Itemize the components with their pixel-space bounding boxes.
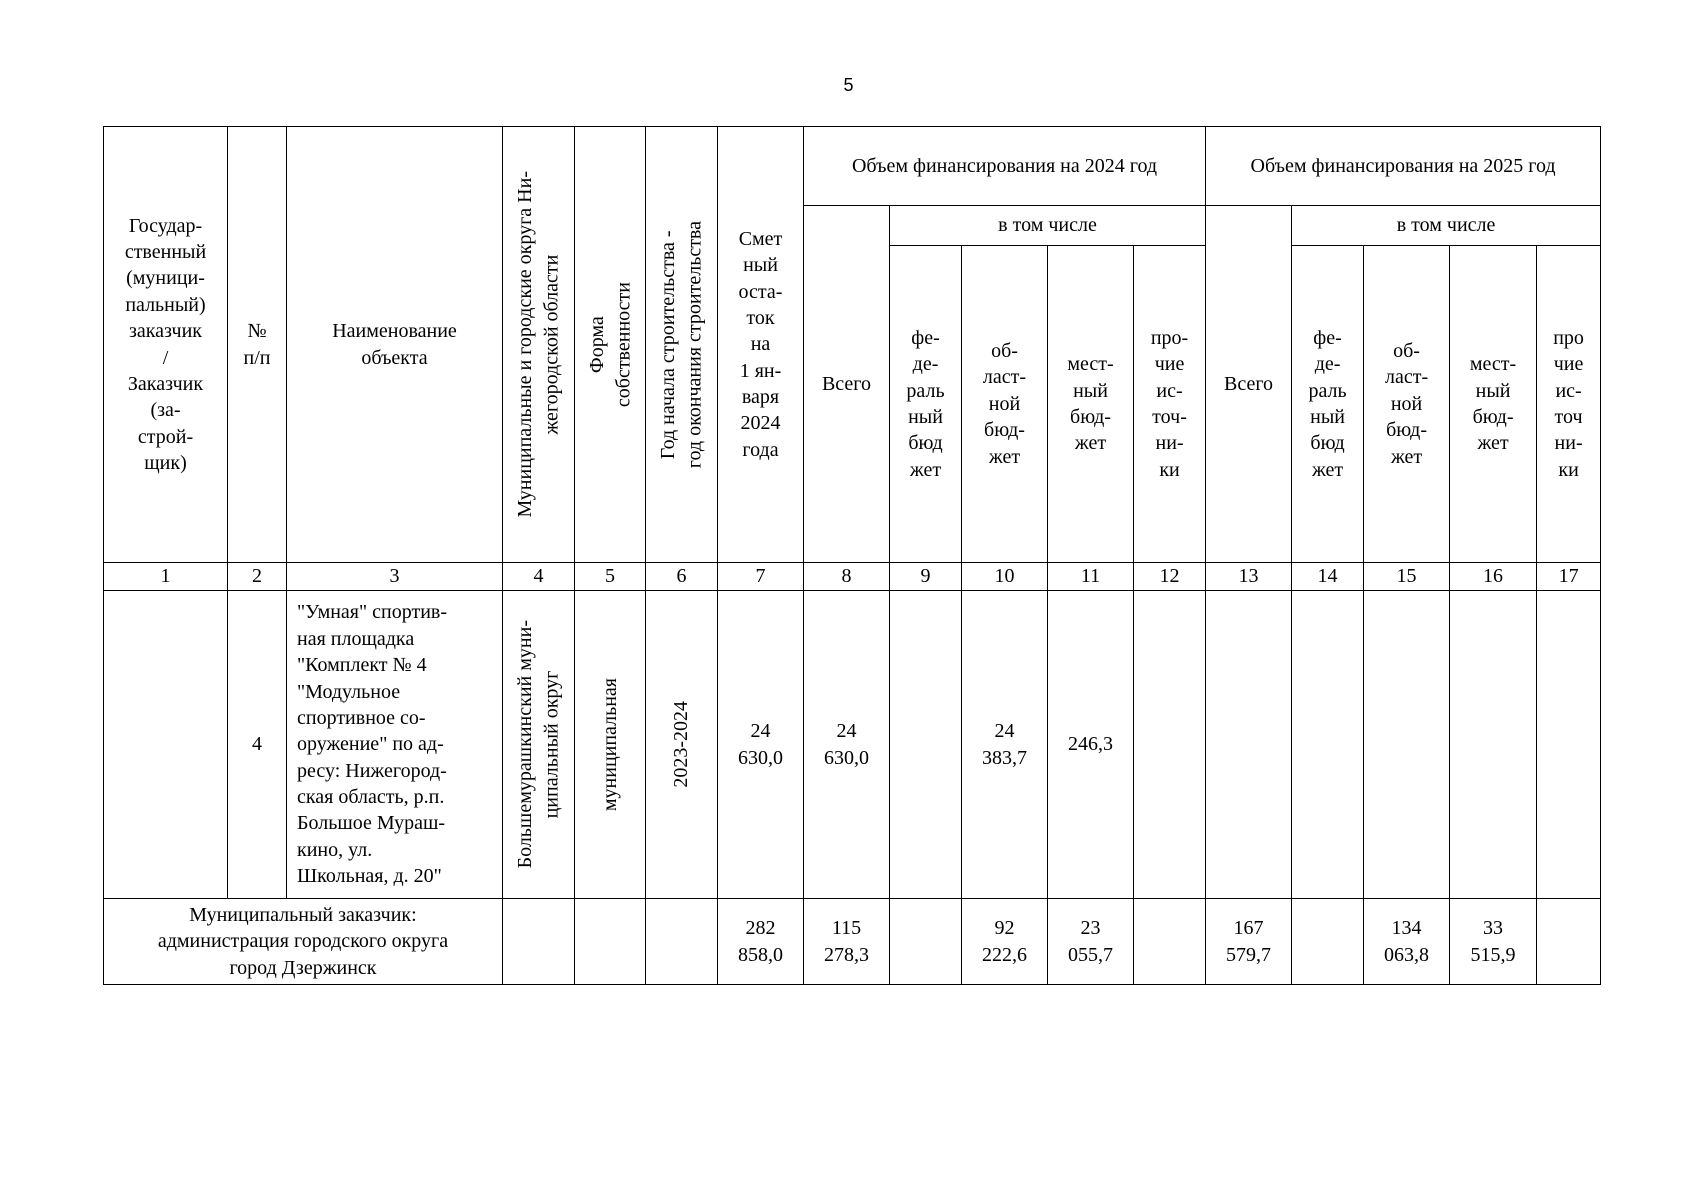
summary-local-2025: 33 515,9 — [1450, 899, 1537, 985]
summary-federal-2024 — [890, 899, 962, 985]
header-other-2024: про- чие ис- точ- ни- ки — [1134, 246, 1206, 563]
summary-other-2024 — [1134, 899, 1206, 985]
column-number: 1 — [104, 563, 228, 591]
column-number-row — [104, 563, 1601, 591]
object-name-line: Школьная, д. 20" — [297, 865, 442, 888]
header-municipality: Муниципальные и городские округа Ни- жегородской области — [503, 127, 575, 563]
object-name-line: ресу: Нижегород- — [297, 759, 447, 782]
construction-financing-table — [103, 126, 1601, 985]
summary-other-2025 — [1537, 899, 1601, 985]
row-other-2025 — [1537, 591, 1601, 899]
table-row — [104, 591, 1601, 899]
header-construction-years: Год начала строительства - год окончания строительства — [646, 127, 718, 563]
row-regional-2025 — [1364, 591, 1450, 899]
column-number: 17 — [1537, 563, 1601, 591]
object-name-line: "Умная" спортив- — [297, 601, 448, 624]
row-local-2025 — [1450, 591, 1537, 899]
summary-regional-2025: 134 063,8 — [1364, 899, 1450, 985]
header-total-2025: Всего — [1206, 206, 1292, 563]
column-number: 11 — [1048, 563, 1134, 591]
column-number: 2 — [228, 563, 287, 591]
column-number: 7 — [718, 563, 804, 591]
column-number: 12 — [1134, 563, 1206, 591]
column-number: 4 — [503, 563, 575, 591]
header-federal-2024: фе- де- раль ный бюд жет — [890, 246, 962, 563]
summary-estimate-balance: 282 858,0 — [718, 899, 804, 985]
column-number: 3 — [287, 563, 503, 591]
row-total-2024: 24 630,0 — [804, 591, 890, 899]
row-federal-2025 — [1292, 591, 1364, 899]
object-name-line: кино, ул. — [297, 838, 373, 861]
column-number: 5 — [575, 563, 646, 591]
page-number: 5 — [843, 75, 854, 95]
row-customer — [104, 591, 228, 899]
summary-construction-years — [646, 899, 718, 985]
row-other-2024 — [1134, 591, 1206, 899]
header-funding-2024: Объем финансирования на 2024 год — [804, 127, 1206, 206]
object-name-line: ная площадка — [297, 627, 415, 650]
object-name-line: ская область, р.п. — [297, 786, 445, 809]
column-number: 13 — [1206, 563, 1292, 591]
column-number: 14 — [1292, 563, 1364, 591]
row-total-2025 — [1206, 591, 1292, 899]
row-object-name — [287, 591, 503, 899]
column-number: 15 — [1364, 563, 1450, 591]
header-federal-2025: фе- де- раль ный бюд жет — [1292, 246, 1364, 563]
row-number: 4 — [228, 591, 287, 899]
summary-federal-2025 — [1292, 899, 1364, 985]
summary-total-2024: 115 278,3 — [804, 899, 890, 985]
object-name-line: "Модульное — [297, 680, 401, 703]
header-row-number: № п/п — [228, 127, 287, 563]
row-regional-2024: 24 383,7 — [962, 591, 1048, 899]
header-regional-2025: об- ласт- ной бюд- жет — [1364, 246, 1450, 563]
header-funding-2025: Объем финансирования на 2025 год — [1206, 127, 1601, 206]
row-ownership: муниципальная — [575, 591, 646, 899]
row-construction-years: 2023-2024 — [646, 591, 718, 899]
header-estimate-balance: Смет ный оста- ток на 1 ян- варя 2024 года — [718, 127, 804, 563]
summary-label: Муниципальный заказчик: администрация городского округа город Дзержинск — [104, 899, 503, 985]
header-ownership: Форма собственности — [575, 127, 646, 563]
header-local-2024: мест- ный бюд- жет — [1048, 246, 1134, 563]
summary-municipality — [503, 899, 575, 985]
row-municipality: Большемурашкинский муни- ципальный округ — [503, 591, 575, 899]
column-number: 10 — [962, 563, 1048, 591]
object-name-line: спортивное со- — [297, 706, 426, 729]
header-regional-2024: об- ласт- ной бюд- жет — [962, 246, 1048, 563]
column-number: 16 — [1450, 563, 1537, 591]
header-including-2024: в том числе — [890, 206, 1206, 246]
column-number: 6 — [646, 563, 718, 591]
row-local-2024: 246,3 — [1048, 591, 1134, 899]
header-object-name: Наименование объекта — [287, 127, 503, 563]
summary-regional-2024: 92 222,6 — [962, 899, 1048, 985]
column-number: 8 — [804, 563, 890, 591]
object-name-line: Большое Мураш- — [297, 812, 446, 835]
row-estimate-balance: 24 630,0 — [718, 591, 804, 899]
header-including-2025: в том числе — [1292, 206, 1601, 246]
header-customer: Государ- ственный (муници- пальный) заказчик / Заказчик (за- строй- щик) — [104, 127, 228, 563]
object-name-line: "Комплект № 4 — [297, 654, 427, 677]
summary-local-2024: 23 055,7 — [1048, 899, 1134, 985]
summary-total-2025: 167 579,7 — [1206, 899, 1292, 985]
summary-row — [104, 899, 1601, 985]
header-total-2024: Всего — [804, 206, 890, 563]
column-number: 9 — [890, 563, 962, 591]
summary-ownership — [575, 899, 646, 985]
object-name-line: оружение" по ад- — [297, 733, 444, 756]
row-federal-2024 — [890, 591, 962, 899]
header-other-2025: про чие ис- точ ни- ки — [1537, 246, 1601, 563]
header-local-2025: мест- ный бюд- жет — [1450, 246, 1537, 563]
